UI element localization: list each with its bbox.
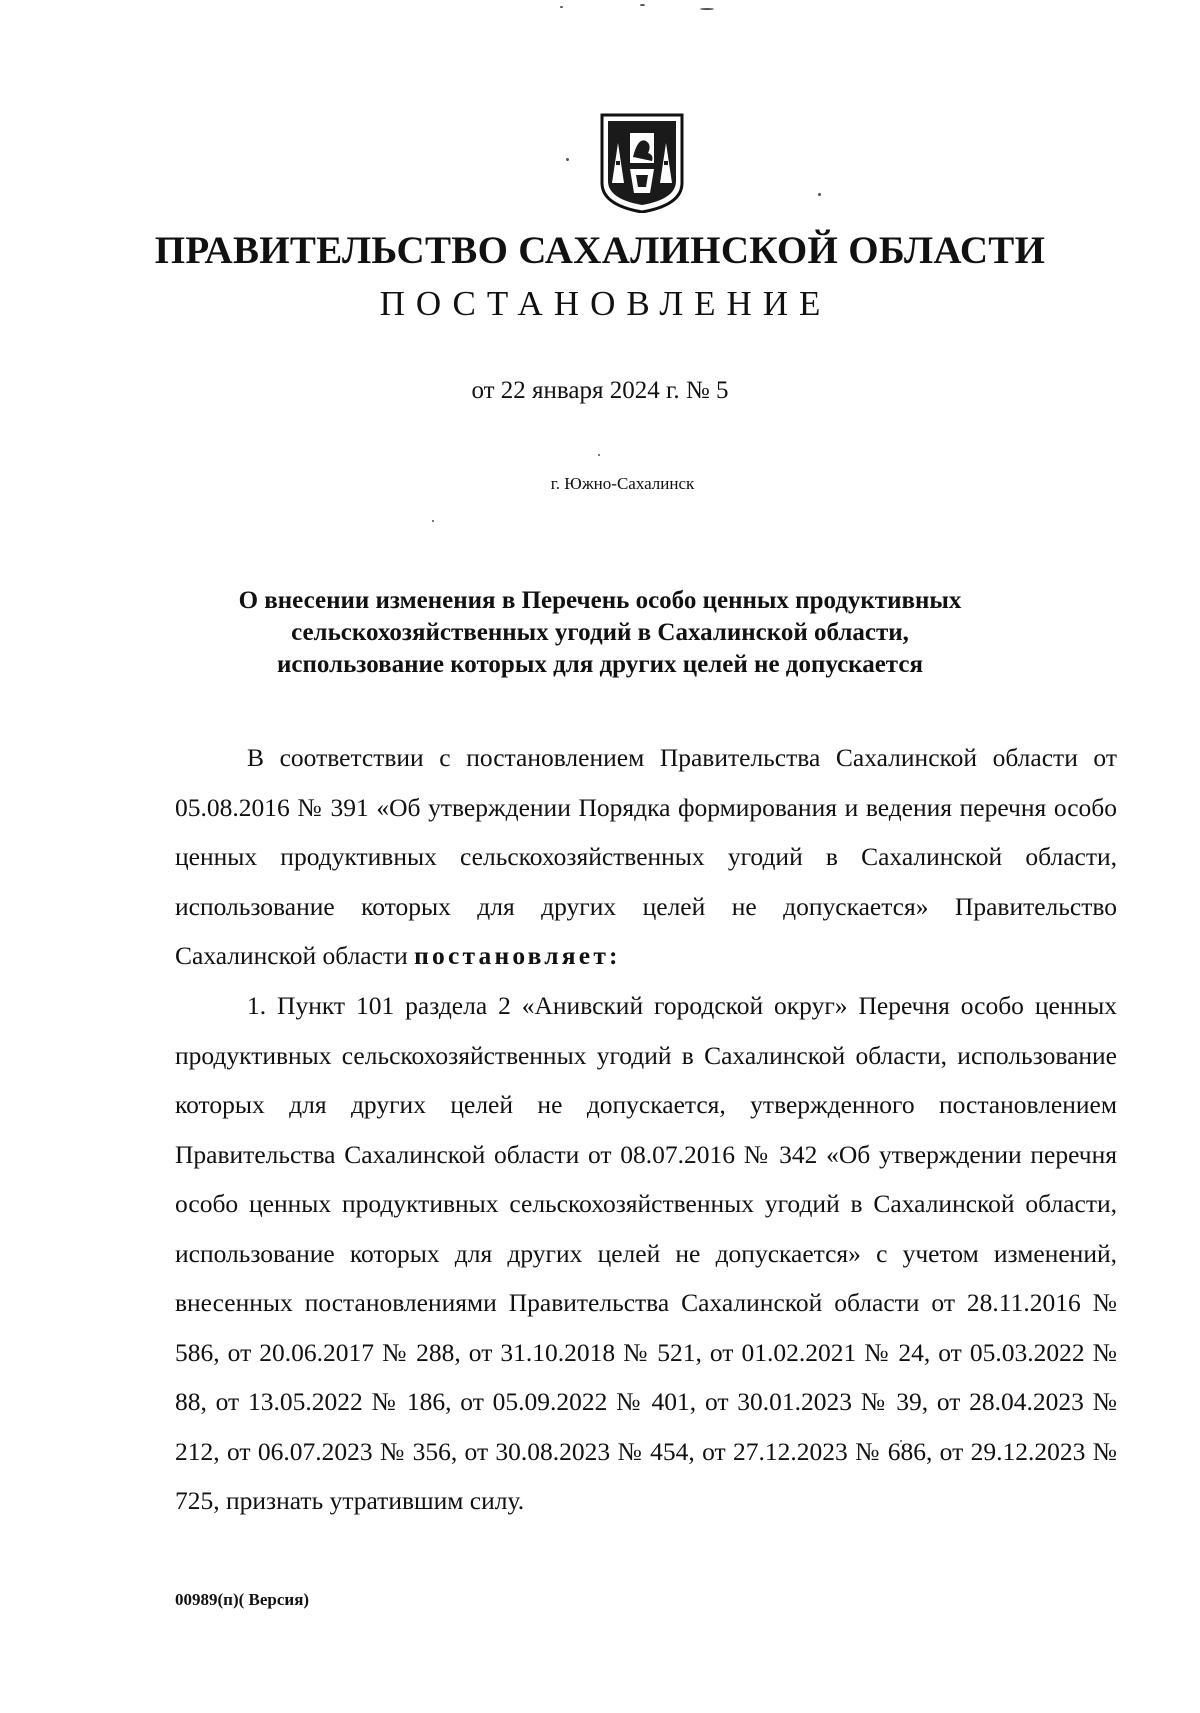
document-subject	[0, 585, 1200, 681]
scan-speck	[432, 520, 434, 522]
government-name: ПРАВИТЕЛЬСТВО САХАЛИНСКОЙ ОБЛАСТИ	[154, 229, 1046, 272]
scan-speck	[566, 158, 569, 161]
subject-line: сельскохозяйственных угодий в Сахалинской области,	[291, 619, 909, 646]
scan-speck	[598, 454, 600, 456]
subject-line: О внесении изменения в Перечень особо ценных продуктивных	[238, 587, 962, 614]
scan-speck	[560, 6, 563, 8]
document-footer-code: 00989(п)( Версия)	[175, 1590, 310, 1609]
coat-of-arms-emblem	[598, 113, 686, 213]
document-city: г. Южно-Сахалинск	[550, 474, 695, 493]
document-type: ПОСТАНОВЛЕНИЕ	[379, 284, 832, 323]
clause-1-paragraph	[175, 981, 1117, 1526]
preamble-paragraph	[175, 733, 1117, 981]
scan-speck	[640, 4, 645, 6]
subject-line: использование которых для других целей не допускается	[276, 651, 924, 678]
scan-speck	[818, 193, 821, 196]
resolves-keyword: постановляет:	[414, 941, 621, 970]
document-date-number: от 22 января 2024 г. № 5	[471, 377, 729, 404]
scan-speck	[700, 8, 714, 10]
preamble-text: В соответствии с постановлением Правительства Сахалинской области от 05.08.2016 № 391 «Об утверждении Порядка формирования и ведения перечня особо ценных продуктивных сельскохозяйственных угодий в Сахалинской области, использование которых для других целей не допускается» Правительство Сахалинской области	[175, 743, 1117, 970]
clause-1-text: 1. Пункт 101 раздела 2 «Анивский городской округ» Перечня особо ценных продуктивных сельскохозяйственных угодий в Сахалинской области, использование которых для других целей не допускается, утвержденного постановлением Правительства Сахалинской области от 08.07.2016 № 342 «Об утверждении перечня особо ценных продуктивных сельскохозяйственных угодий в Сахалинской области, использование которых для других целей не допускается» с учетом изменений, внесенных постановлениями Правительства Сахалинской области от 28.11.2016 № 586, от 20.06.2017 № 288, от 31.10.2018 № 521, от 01.02.2021 № 24, от 05.03.2022 № 88, от 13.05.2022 № 186, от 05.09.2022 № 401, от 30.01.2023 № 39, от 28.04.2023 № 212, от 06.07.2023 № 356, от 30.08.2023 № 454, от 27.12.2023 № 686, от 29.12.2023 № 725, признать утратившим силу.	[175, 991, 1117, 1515]
